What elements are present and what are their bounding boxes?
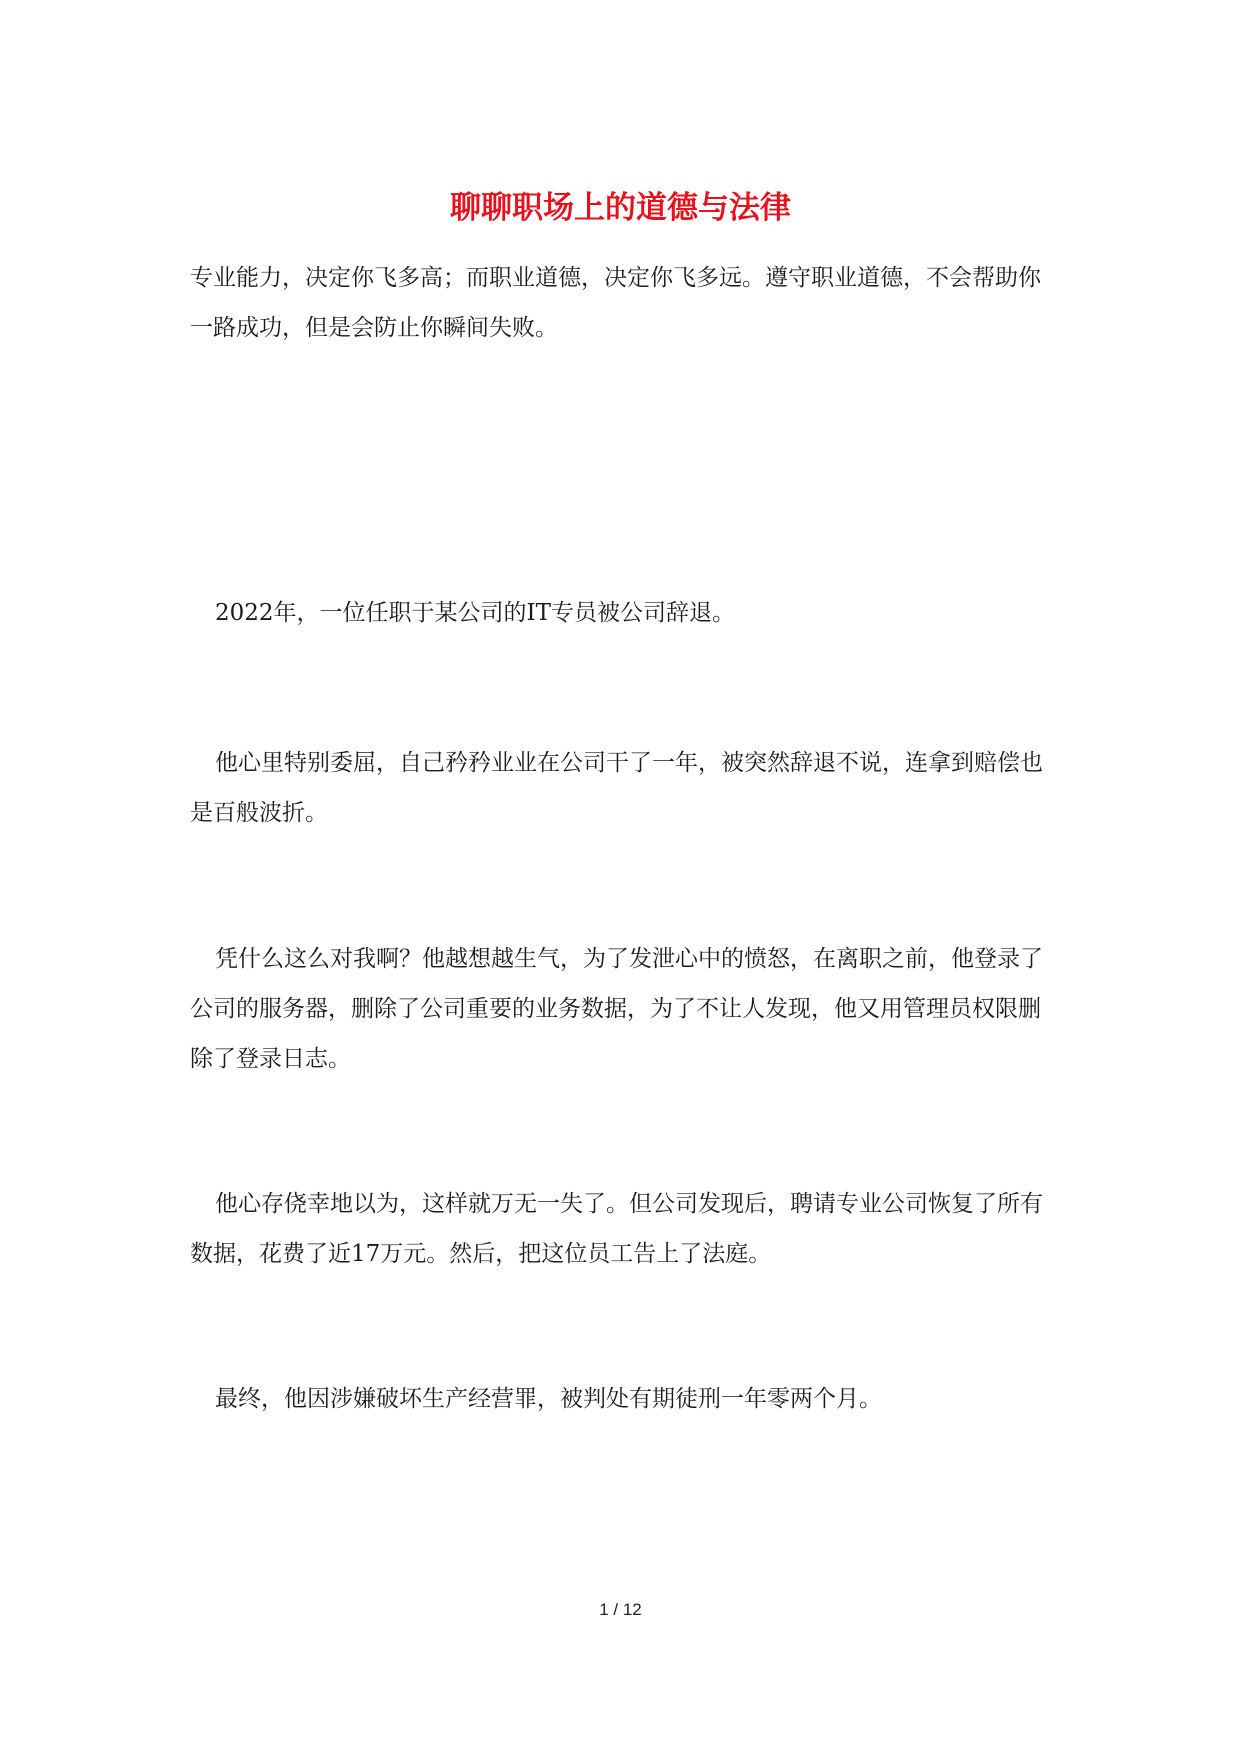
page-number: 1 / 12	[599, 1600, 642, 1619]
body-paragraph-5: 最终，他因涉嫌破坏生产经营罪，被判处有期徒刑一年零两个月。	[215, 1386, 882, 1412]
body-paragraph-4: 他心存侥幸地以为，这样就万无一失了。但公司发现后，聘请专业公司恢复了所有数据，花费了近17万元。然后，把这位员工告上了法庭。	[190, 1191, 1043, 1267]
body-paragraph-1: 2022年，一位任职于某公司的IT专员被公司辞退。	[215, 600, 735, 626]
body-paragraph-2: 他心里特别委屈，自己矜矜业业在公司干了一年，被突然辞退不说，连拿到赔偿也是百般波折。	[190, 750, 1043, 826]
intro-paragraph: 专业能力，决定你飞多高；而职业道德，决定你飞多远。遵守职业道德，不会帮助你一路成功，但是会防止你瞬间失败。	[190, 265, 1041, 341]
body-paragraph-3: 凭什么这么对我啊？他越想越生气，为了发泄心中的愤怒，在离职之前，他登录了公司的服务器，删除了公司重要的业务数据，为了不让人发现，他又用管理员权限删除了登录日志。	[190, 946, 1043, 1072]
document-title: 聊聊职场上的道德与法律	[450, 190, 791, 226]
